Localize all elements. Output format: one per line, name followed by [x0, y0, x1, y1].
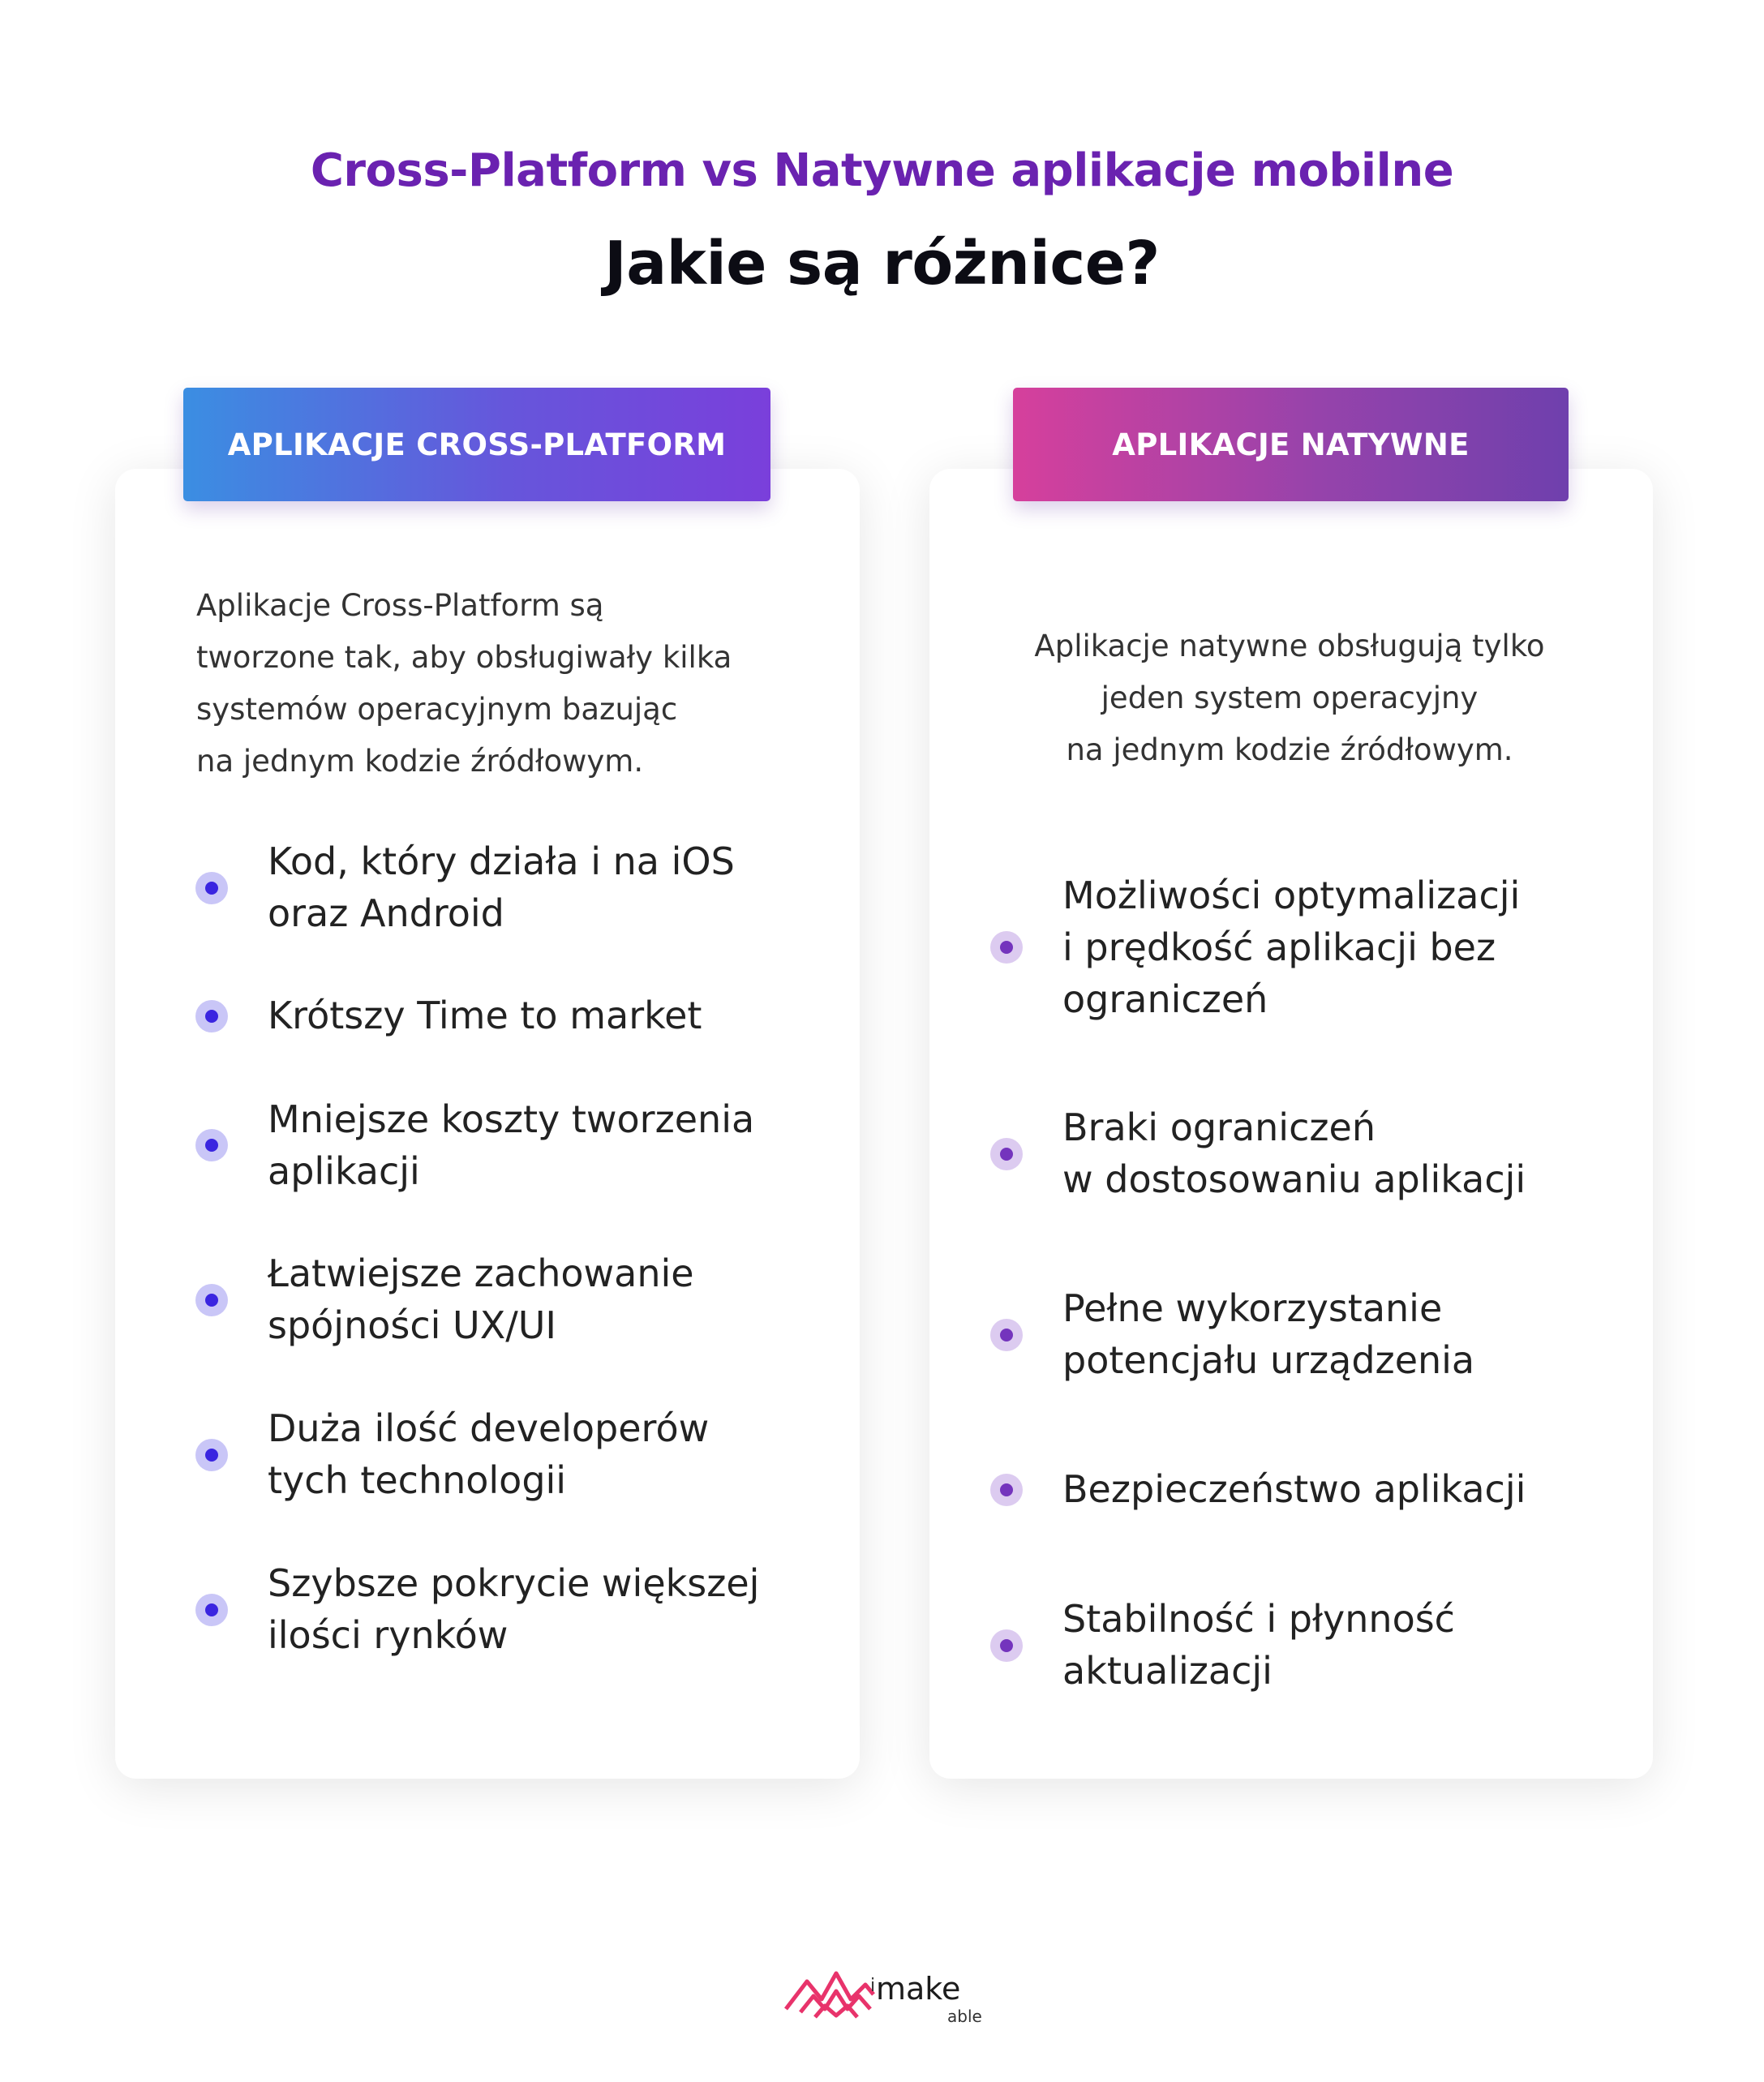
list-item: Pełne wykorzystanie potencjału urządzenia [1062, 1286, 1475, 1382]
native-badge: APLIKACJE NATYWNE [1013, 388, 1569, 501]
cross-platform-description: Aplikacje Cross-Platform są tworzone tak, aby obsługiwały kilka systemów operacyjnym bazując na jednym kodzie źródłowym. [196, 588, 732, 779]
bullet-icon [195, 1594, 228, 1626]
logo-prefix: i [870, 1976, 876, 1996]
list-item: Duża ilość developerów tych technologii [268, 1406, 710, 1502]
bullet-icon [990, 931, 1023, 964]
list-item: Szybsze pokrycie większej ilości rynków [268, 1561, 760, 1657]
bullet-icon [195, 1129, 228, 1161]
bullet-icon [990, 1138, 1023, 1170]
bullet-icon [195, 1000, 228, 1032]
cross-platform-badge: APLIKACJE CROSS-PLATFORM [183, 388, 770, 501]
bullet-icon [990, 1629, 1023, 1662]
list-item: Kod, który działa i na iOS oraz Android [268, 839, 735, 935]
list-item: Mniejsze koszty tworzenia aplikacji [268, 1097, 755, 1193]
bullet-icon [195, 1439, 228, 1471]
logo-name: make [876, 1971, 961, 2007]
list-item: Możliwości optymalizacji i prędkość aplikacji bez ograniczeń [1062, 874, 1521, 1021]
bullet-icon [990, 1319, 1023, 1351]
page-subtitle: Jakie są różnice? [604, 229, 1160, 298]
list-item: Stabilność i płynność aktualizacji [1062, 1597, 1455, 1693]
page-title: Cross-Platform vs Natywne aplikacje mobilne [310, 144, 1454, 197]
native-description: Aplikacje natywne obsługują tylko jeden system operacyjny na jednym kodzie źródłowym. [1034, 629, 1545, 767]
list-item: Braki ograniczeń w dostosowaniu aplikacji [1062, 1105, 1526, 1201]
logo-suffix: able [947, 2007, 982, 2026]
list-item: Krótszy Time to market [268, 994, 702, 1037]
list-item: Bezpieczeństwo aplikacji [1062, 1467, 1526, 1511]
bullet-icon [195, 872, 228, 904]
list-item: Łatwiejsze zachowanie spójności UX/UI [268, 1251, 694, 1347]
bullet-icon [195, 1284, 228, 1316]
bullet-icon [990, 1474, 1023, 1506]
